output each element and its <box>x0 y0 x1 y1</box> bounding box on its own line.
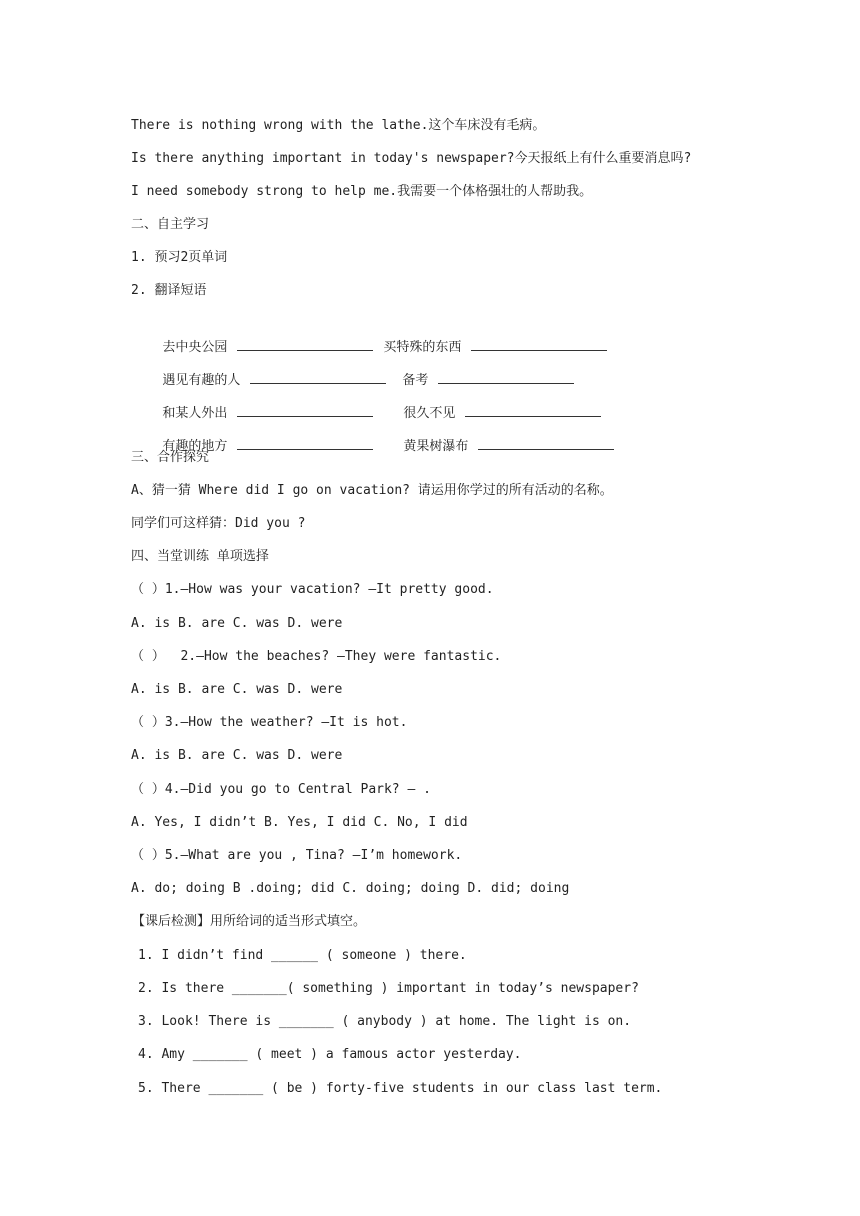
phrase-label: 买特殊的东西 <box>383 340 462 355</box>
section3-title: 三、合作探究 <box>131 450 210 465</box>
phrase-label: 备考 <box>402 373 429 388</box>
fill-item-1: 1. I didn’t find ______ ( someone ) there. <box>138 948 467 963</box>
options-5: A. do; doing B .doing; did C. doing; doing D. did; doing <box>131 881 570 896</box>
question-1: （ ）1.—How was your vacation? —It pretty good. <box>131 582 494 597</box>
question-3: （ ）3.—How the weather? —It is hot. <box>131 715 408 730</box>
phrase-row <box>131 314 617 355</box>
answer-blank[interactable] <box>237 435 373 450</box>
section3-line2: 同学们可这样猜：Did you ? <box>131 516 306 531</box>
answer-blank[interactable] <box>478 435 614 450</box>
phrase-label: 很久不见 <box>403 406 456 421</box>
phrase-label: 有趣的地方 <box>162 439 228 454</box>
section2-title: 二、自主学习 <box>131 217 210 232</box>
section4-title: 四、当堂训练 单项选择 <box>131 549 269 564</box>
section2-item2: 2. 翻译短语 <box>131 283 207 298</box>
phrase-row <box>131 413 624 454</box>
options-4: A. Yes, I didn’t B. Yes, I did C. No, I did <box>131 815 468 830</box>
options-1: A. is B. are C. was D. were <box>131 616 343 631</box>
options-2: A. is B. are C. was D. were <box>131 682 343 697</box>
fill-item-5: 5. There _______ ( be ) forty-five students in our class last term. <box>138 1081 663 1096</box>
options-3: A. is B. are C. was D. were <box>131 748 343 763</box>
question-4: （ ）4.—Did you go to Central Park? — . <box>131 782 431 797</box>
question-5: （ ）5.—What are you , Tina? —I’m homework. <box>131 848 463 863</box>
phrase-row <box>131 380 611 421</box>
phrase-label: 黄果树瀑布 <box>403 439 469 454</box>
fill-item-2: 2. Is there _______( something ) important in today’s newspaper? <box>138 981 639 996</box>
fill-item-3: 3. Look! There is _______ ( anybody ) at home. The light is on. <box>138 1014 632 1029</box>
question-2: （ ） 2.—How the beaches? —They were fantastic. <box>131 649 502 664</box>
after-class-title: 【课后检测】用所给词的适当形式填空。 <box>132 914 367 929</box>
intro-line-1: There is nothing wrong with the lathe.这个车床没有毛病。 <box>131 118 546 133</box>
phrase-row <box>131 347 584 388</box>
phrase-label: 去中央公园 <box>162 340 228 355</box>
fill-item-4: 4. Amy _______ ( meet ) a famous actor yesterday. <box>138 1047 522 1062</box>
phrase-label: 遇见有趣的人 <box>162 373 241 388</box>
intro-line-3: I need somebody strong to help me.我需要一个体格强壮的人帮助我。 <box>131 184 593 199</box>
section2-item1: 1. 预习2页单词 <box>131 250 228 265</box>
intro-line-2: Is there anything important in today's newspaper?今天报纸上有什么重要消息吗? <box>131 151 692 166</box>
phrase-label: 和某人外出 <box>162 406 228 421</box>
section3-line1: A、猜一猜 Where did I go on vacation? 请运用你学过的所有活动的名称。 <box>131 483 613 498</box>
